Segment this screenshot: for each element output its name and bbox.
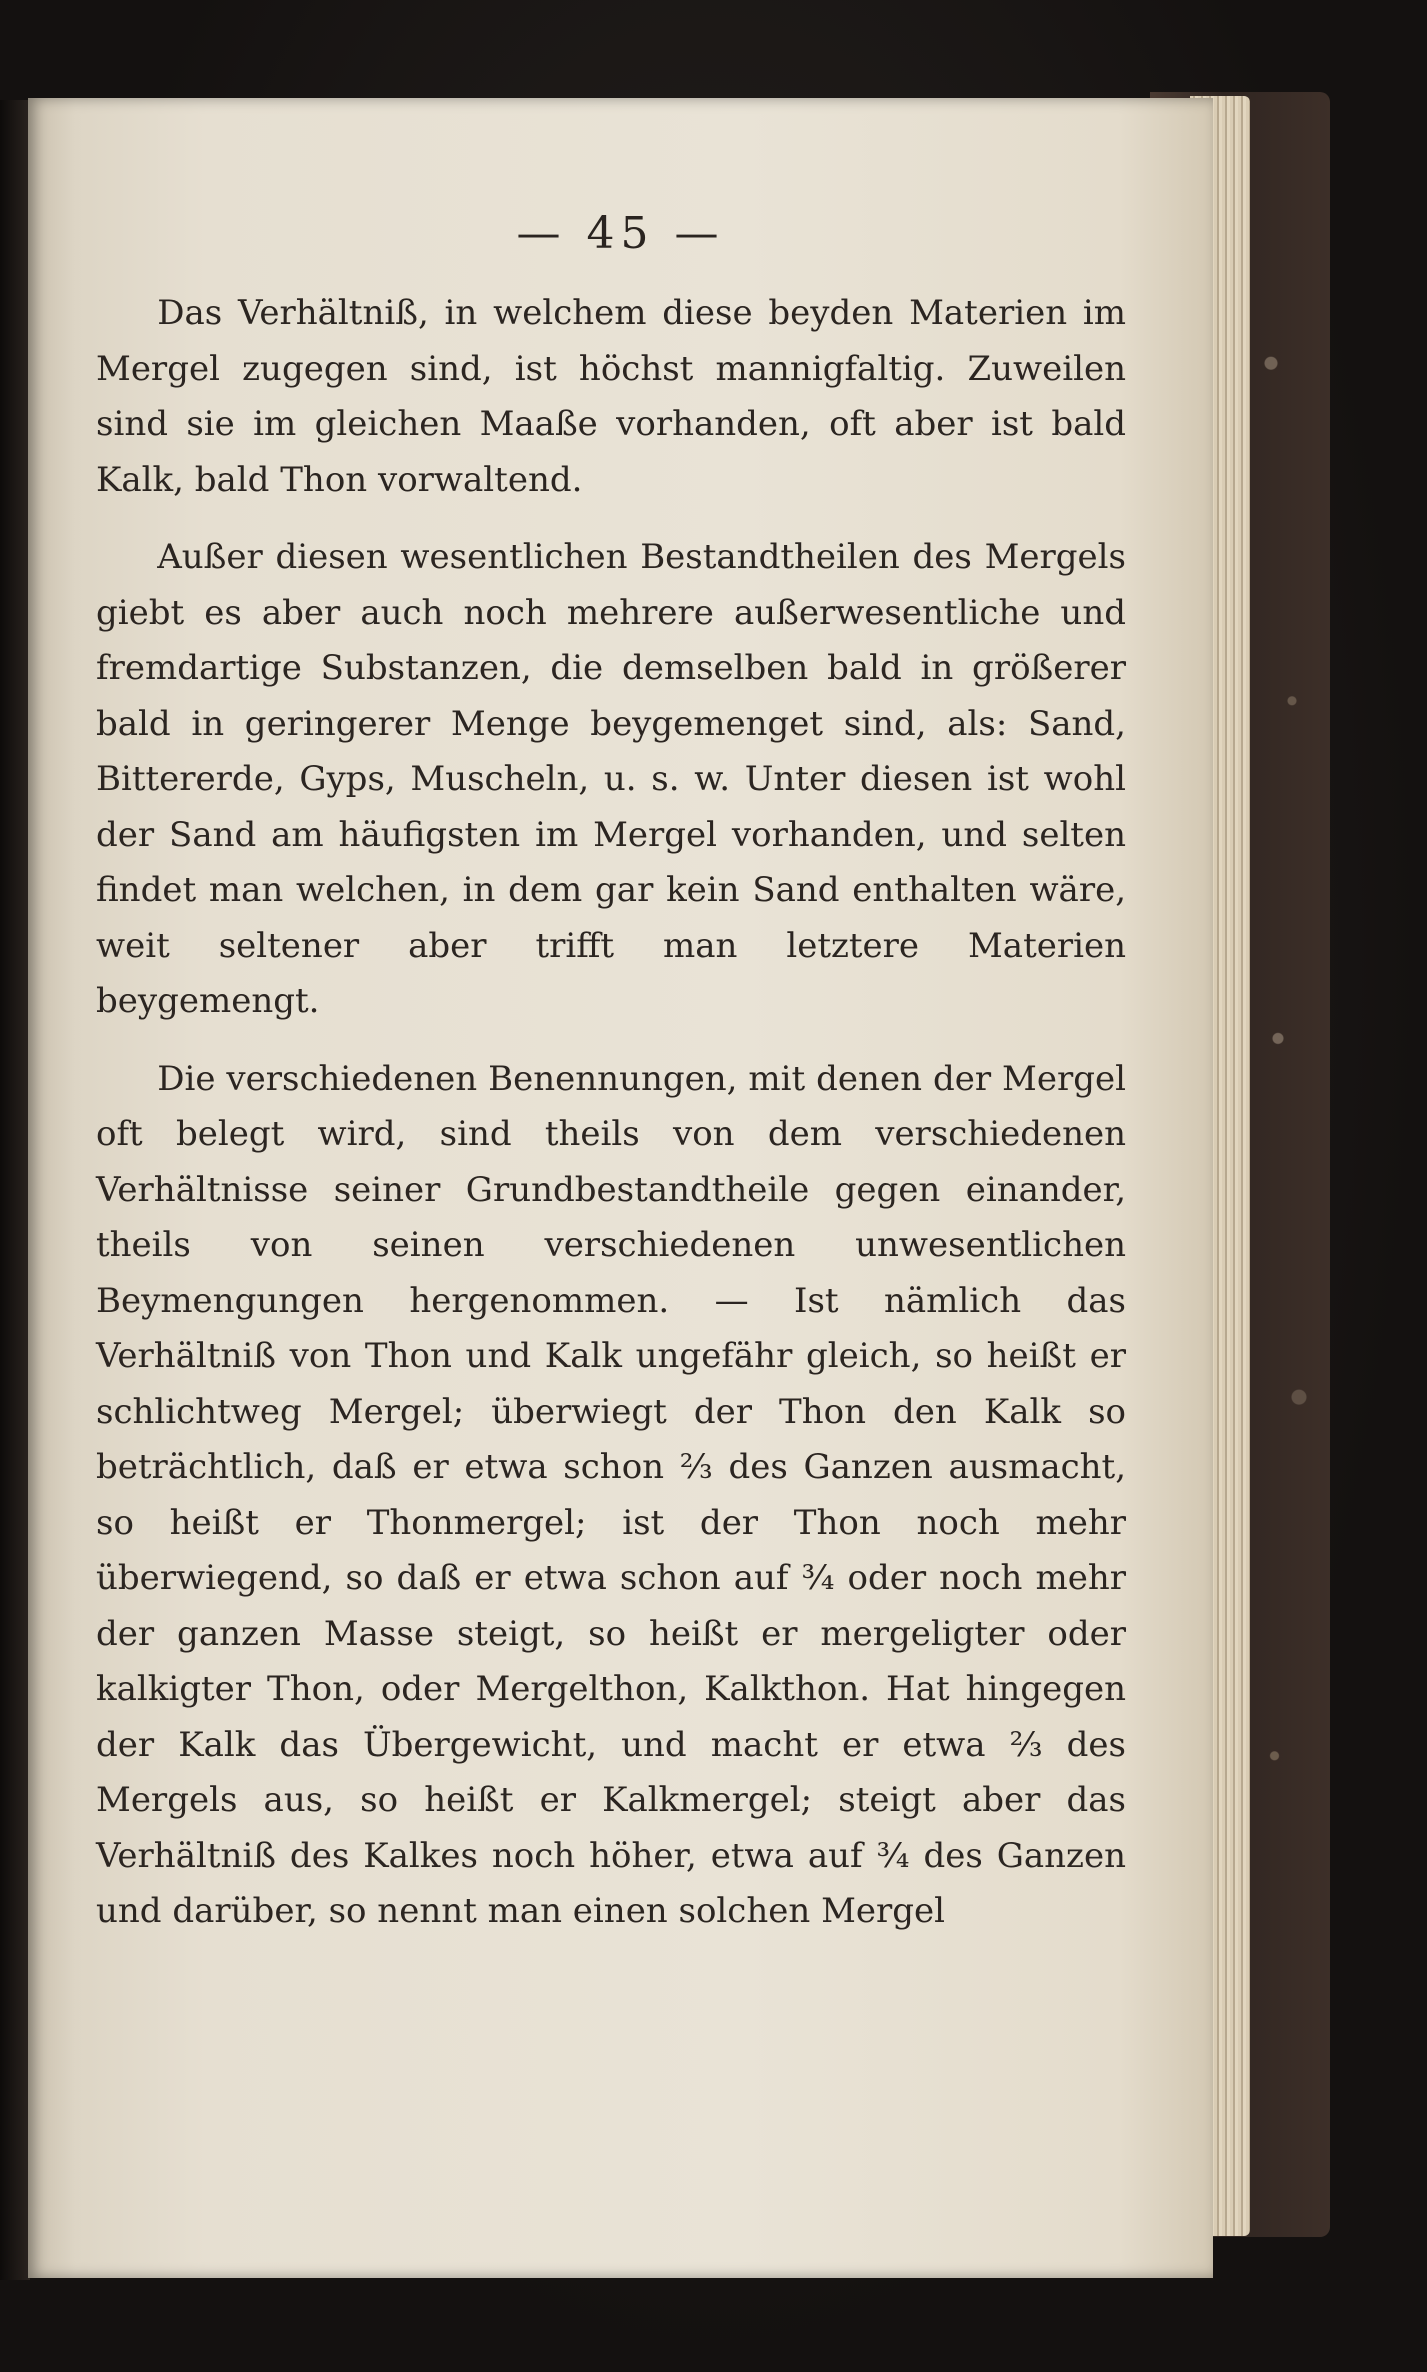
paragraph-1: Das Verhältniß, in welchem diese beyden Materien im Mergel zugegen sind, ist höchst mannigfaltig. Zuweilen sind sie im gleichen Maaße vorhanden, oft aber ist bald Kalk, bald Thon vorwaltend.: [96, 293, 1126, 500]
body-text: [96, 286, 1126, 1940]
book-page: [28, 98, 1213, 2278]
book-gutter: [0, 100, 30, 2280]
paragraph-3: Die verschiedenen Benennungen, mit denen der Mergel oft belegt wird, sind theils von dem verschiedenen Verhältnisse seiner Grundbestandtheile gegen einander, theils von seinen verschiedenen unwesentlichen Beymengungen hergenommen. — Ist nämlich das Verhältniß von Thon und Kalk ungefähr gleich, so heißt er schlichtweg Mergel; überwiegt der Thon den Kalk so beträchtlich, daß er etwa schon ⅔ des Ganzen ausmacht, so heißt er Thonmergel; ist der Thon noch mehr überwiegend, so daß er etwa schon auf ¾ oder noch mehr der ganzen Masse steigt, so heißt er mergeligter oder kalkigter Thon, oder Mergelthon, Kalkthon. Hat hingegen der Kalk das Übergewicht, und macht er etwa ⅔ des Mergels aus, so heißt er Kalkmergel; steigt aber das Verhältniß des Kalkes noch höher, etwa auf ¾ des Ganzen und darüber, so nennt man einen solchen Mergel: [96, 1058, 1126, 1931]
cover-wear: [1250, 110, 1320, 2220]
page-number: — 45 —: [516, 208, 725, 259]
paragraph-2: Außer diesen wesentlichen Bestandtheilen des Mergels giebt es aber auch noch mehrere außerwesentliche und fremdartige Substanzen, die demselben bald in größerer bald in geringerer Menge beygemenget sind, als: Sand, Bittererde, Gyps, Muscheln, u. s. w. Unter diesen ist wohl der Sand am häufigsten im Mergel vorhanden, und selten findet man welchen, in dem gar kein Sand enthalten wäre, weit seltener aber trifft man letztere Materien beygemengt.: [96, 537, 1126, 1021]
